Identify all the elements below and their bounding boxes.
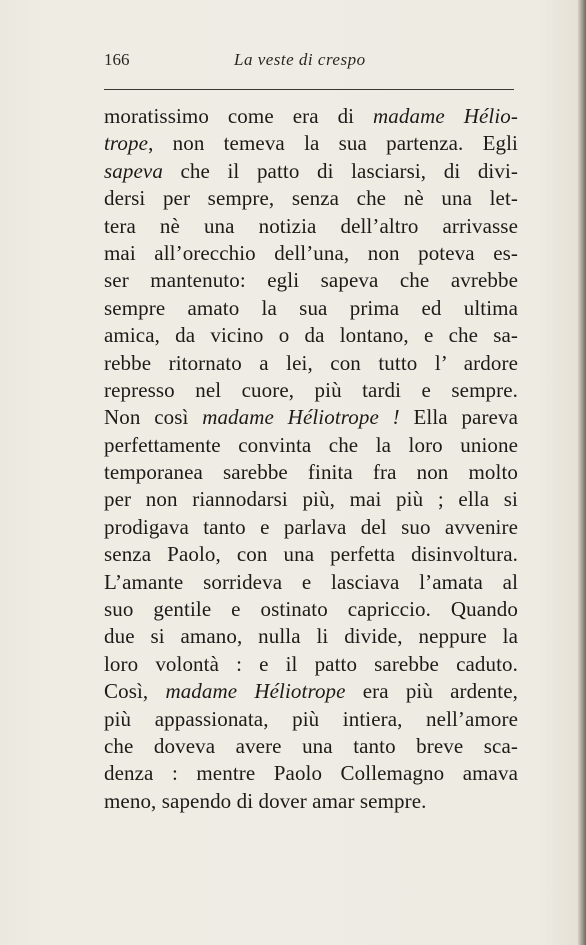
text-segment: tera nè una notizia dell’altro arrivasse xyxy=(104,213,518,238)
text-segment: ser mantenuto: egli sapeva che avrebbe xyxy=(104,268,518,293)
header-rule xyxy=(104,89,514,90)
text-line xyxy=(104,514,518,541)
text-line xyxy=(104,185,518,212)
text-line xyxy=(104,158,518,185)
text-segment: senza Paolo, con una perfetta disinvoltura. xyxy=(104,542,518,567)
text-segment: che il patto di lasciarsi, di divi- xyxy=(162,158,518,183)
text-segment: Così, xyxy=(104,679,166,704)
text-segment: loro volontà : e il patto sarebbe caduto. xyxy=(104,651,518,676)
body-text xyxy=(104,103,518,815)
text-segment: meno, sapendo di dover amar sempre. xyxy=(104,788,427,813)
italic-text: madame Héliotrope xyxy=(165,679,346,704)
text-line xyxy=(104,733,518,760)
text-segment: era più ardente, xyxy=(345,679,518,704)
text-segment: moratissimo come era di xyxy=(104,104,374,128)
text-line xyxy=(104,103,518,130)
page-header xyxy=(104,50,512,74)
text-line xyxy=(104,569,518,596)
text-segment: , non temeva la sua partenza. Egli xyxy=(148,131,518,156)
text-segment: per non riannodarsi più, mai più ; ella si xyxy=(104,487,518,512)
text-line xyxy=(104,596,518,623)
text-line xyxy=(104,706,518,733)
text-segment: prodigava tanto e parlava del suo avvenire xyxy=(104,514,518,539)
text-line xyxy=(104,322,518,349)
text-segment: Non così xyxy=(104,405,203,430)
text-line xyxy=(104,267,518,294)
text-segment: sempre amato la sua prima ed ultima xyxy=(104,295,518,320)
text-line xyxy=(104,486,518,513)
text-segment: temporanea sarebbe finita fra non molto xyxy=(104,460,518,485)
text-line xyxy=(104,760,518,787)
text-segment: denza : mentre Paolo Collemagno amava xyxy=(104,761,518,786)
text-line xyxy=(104,678,518,705)
text-segment: più appassionata, più intiera, nell’amore xyxy=(104,706,518,731)
text-segment: suo gentile e ostinato capriccio. Quando xyxy=(104,597,518,622)
text-line xyxy=(104,404,518,431)
text-line xyxy=(104,651,518,678)
text-segment: Ella pareva xyxy=(399,405,518,430)
text-line xyxy=(104,459,518,486)
text-line xyxy=(104,350,518,377)
text-line xyxy=(104,295,518,322)
italic-text: madame Héliotrope ! xyxy=(202,405,400,430)
text-segment: che doveva avere una tanto breve sca- xyxy=(104,733,518,758)
running-title: La veste di crespo xyxy=(234,50,366,69)
text-segment: L’amante sorrideva e lasciava l’amata al xyxy=(104,569,518,594)
text-line xyxy=(104,623,518,650)
text-line xyxy=(104,240,518,267)
text-segment: dersi per sempre, senza che nè una let- xyxy=(104,186,518,211)
text-line xyxy=(104,541,518,568)
text-segment: rebbe ritornato a lei, con tutto l’ ardore xyxy=(104,350,518,375)
text-line xyxy=(104,432,518,459)
page-number: 166 xyxy=(104,50,130,69)
text-segment: amica, da vicino o da lontano, e che sa- xyxy=(104,323,518,348)
italic-text: sapeva xyxy=(104,158,163,183)
text-segment: represso nel cuore, più tardi e sempre. xyxy=(104,377,518,402)
text-segment: perfettamente convinta che la loro unione xyxy=(104,432,518,457)
text-line xyxy=(104,377,518,404)
italic-text: madame Hélio- xyxy=(373,104,518,128)
text-line xyxy=(104,213,518,240)
italic-text: trope xyxy=(104,131,149,156)
page-edge xyxy=(578,0,586,945)
text-line xyxy=(104,130,518,157)
text-segment: due si amano, nulla li divide, neppure la xyxy=(104,624,518,649)
text-segment: mai all’orecchio dell’una, non poteva es- xyxy=(104,240,518,265)
text-line xyxy=(104,788,518,815)
